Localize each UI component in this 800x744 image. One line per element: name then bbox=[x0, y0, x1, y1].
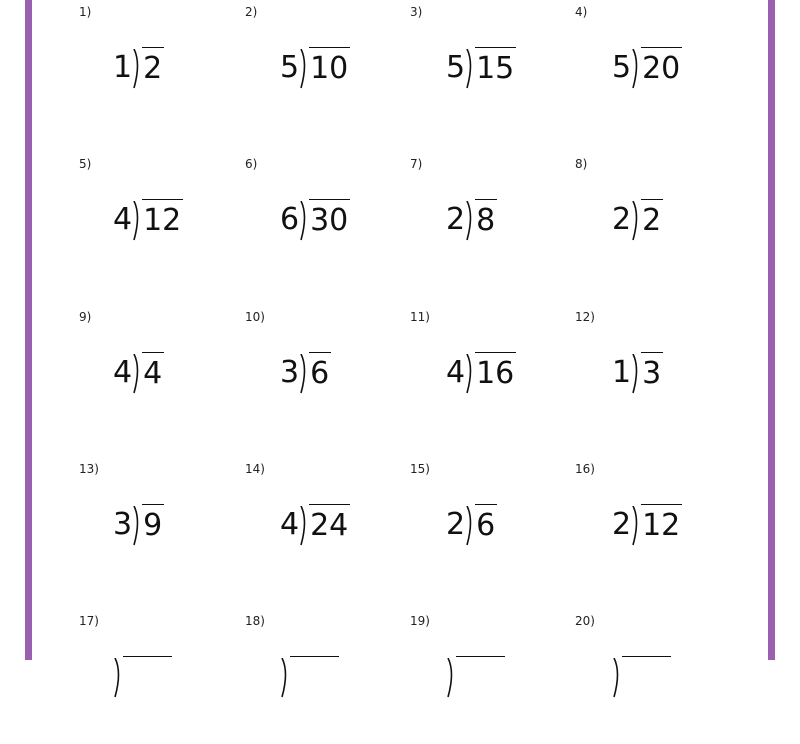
division-problem bbox=[245, 157, 405, 287]
long-division-expression bbox=[113, 503, 164, 549]
long-division-expression bbox=[113, 46, 164, 92]
division-bracket-icon bbox=[132, 506, 142, 546]
division-problem bbox=[410, 310, 570, 440]
dividend: 4 bbox=[142, 352, 164, 395]
problem-number: 6) bbox=[245, 157, 258, 171]
problem-number: 12) bbox=[575, 310, 595, 324]
division-bracket-icon bbox=[113, 658, 123, 698]
dividend: 30 bbox=[309, 199, 350, 242]
divisor: 2 bbox=[446, 507, 466, 542]
divisor: 1 bbox=[113, 50, 133, 85]
long-division-expression bbox=[612, 198, 663, 244]
dividend bbox=[456, 656, 505, 657]
divisor: 5 bbox=[280, 50, 300, 85]
division-problem bbox=[410, 462, 570, 592]
divisor: 4 bbox=[113, 202, 133, 237]
division-bracket-icon bbox=[612, 658, 622, 698]
division-bracket-icon bbox=[446, 658, 456, 698]
divisor: 5 bbox=[612, 50, 632, 85]
divisor: 2 bbox=[612, 202, 632, 237]
division-bracket-icon bbox=[299, 201, 309, 241]
long-division-expression bbox=[612, 655, 671, 701]
division-problem bbox=[410, 5, 570, 135]
problem-number: 2) bbox=[245, 5, 258, 19]
problem-number: 7) bbox=[410, 157, 423, 171]
division-problem bbox=[575, 462, 735, 592]
long-division-expression bbox=[113, 198, 183, 244]
dividend: 2 bbox=[641, 199, 663, 242]
long-division-expression bbox=[113, 351, 164, 397]
division-bracket-icon bbox=[631, 49, 641, 89]
problem-number: 4) bbox=[575, 5, 588, 19]
divisor: 6 bbox=[280, 202, 300, 237]
division-bracket-icon bbox=[299, 506, 309, 546]
long-division-expression bbox=[280, 198, 350, 244]
long-division-expression bbox=[446, 503, 497, 549]
divisor: 4 bbox=[113, 355, 133, 390]
dividend: 16 bbox=[475, 352, 516, 395]
division-problem bbox=[575, 157, 735, 287]
problem-number: 9) bbox=[79, 310, 92, 324]
problem-number: 10) bbox=[245, 310, 265, 324]
long-division-expression bbox=[446, 351, 516, 397]
divisor: 4 bbox=[280, 507, 300, 542]
division-bracket-icon bbox=[465, 49, 475, 89]
divisor: 2 bbox=[446, 202, 466, 237]
division-problem bbox=[79, 310, 239, 440]
division-bracket-icon bbox=[132, 201, 142, 241]
divisor: 3 bbox=[280, 355, 300, 390]
long-division-expression bbox=[280, 503, 350, 549]
division-bracket-icon bbox=[132, 354, 142, 394]
problem-number: 17) bbox=[79, 614, 99, 628]
dividend: 15 bbox=[475, 47, 516, 90]
dividend: 9 bbox=[142, 504, 164, 547]
divisor: 1 bbox=[612, 355, 632, 390]
division-bracket-icon bbox=[299, 354, 309, 394]
division-problem bbox=[245, 462, 405, 592]
long-division-expression bbox=[446, 655, 505, 701]
dividend: 2 bbox=[142, 47, 164, 90]
dividend: 12 bbox=[142, 199, 183, 242]
division-bracket-icon bbox=[465, 201, 475, 241]
division-problem bbox=[410, 157, 570, 287]
division-problem bbox=[245, 5, 405, 135]
dividend bbox=[290, 656, 339, 657]
dividend bbox=[123, 656, 172, 657]
dividend: 10 bbox=[309, 47, 350, 90]
long-division-expression bbox=[446, 46, 516, 92]
dividend: 6 bbox=[475, 504, 497, 547]
problem-number: 20) bbox=[575, 614, 595, 628]
problem-number: 11) bbox=[410, 310, 430, 324]
division-bracket-icon bbox=[132, 49, 142, 89]
long-division-expression bbox=[280, 351, 331, 397]
dividend: 20 bbox=[641, 47, 682, 90]
dividend: 12 bbox=[641, 504, 682, 547]
problem-number: 1) bbox=[79, 5, 92, 19]
long-division-expression bbox=[280, 655, 339, 701]
dividend: 6 bbox=[309, 352, 331, 395]
division-problem bbox=[575, 5, 735, 135]
dividend: 3 bbox=[641, 352, 663, 395]
division-bracket-icon bbox=[465, 506, 475, 546]
problem-number: 5) bbox=[79, 157, 92, 171]
problem-number: 18) bbox=[245, 614, 265, 628]
division-bracket-icon bbox=[631, 506, 641, 546]
division-problem bbox=[410, 614, 570, 744]
division-problem bbox=[575, 614, 735, 744]
long-division-expression bbox=[612, 351, 663, 397]
division-bracket-icon bbox=[631, 201, 641, 241]
division-problem bbox=[79, 5, 239, 135]
division-problem bbox=[575, 310, 735, 440]
divisor: 2 bbox=[612, 507, 632, 542]
dividend bbox=[622, 656, 671, 657]
long-division-expression bbox=[113, 655, 172, 701]
division-bracket-icon bbox=[280, 658, 290, 698]
division-problem bbox=[245, 310, 405, 440]
divisor: 4 bbox=[446, 355, 466, 390]
problem-number: 8) bbox=[575, 157, 588, 171]
division-problem bbox=[79, 157, 239, 287]
dividend: 8 bbox=[475, 199, 497, 242]
division-problem bbox=[79, 614, 239, 744]
problem-number: 14) bbox=[245, 462, 265, 476]
problem-number: 13) bbox=[79, 462, 99, 476]
division-bracket-icon bbox=[465, 354, 475, 394]
long-division-expression bbox=[612, 503, 682, 549]
divisor: 3 bbox=[113, 507, 133, 542]
problem-number: 15) bbox=[410, 462, 430, 476]
problem-number: 19) bbox=[410, 614, 430, 628]
problem-number: 16) bbox=[575, 462, 595, 476]
divisor: 5 bbox=[446, 50, 466, 85]
dividend: 24 bbox=[309, 504, 350, 547]
division-problem bbox=[79, 462, 239, 592]
division-bracket-icon bbox=[299, 49, 309, 89]
division-problem bbox=[245, 614, 405, 744]
long-division-expression bbox=[446, 198, 497, 244]
problem-number: 3) bbox=[410, 5, 423, 19]
long-division-expression bbox=[280, 46, 350, 92]
long-division-expression bbox=[612, 46, 682, 92]
division-bracket-icon bbox=[631, 354, 641, 394]
